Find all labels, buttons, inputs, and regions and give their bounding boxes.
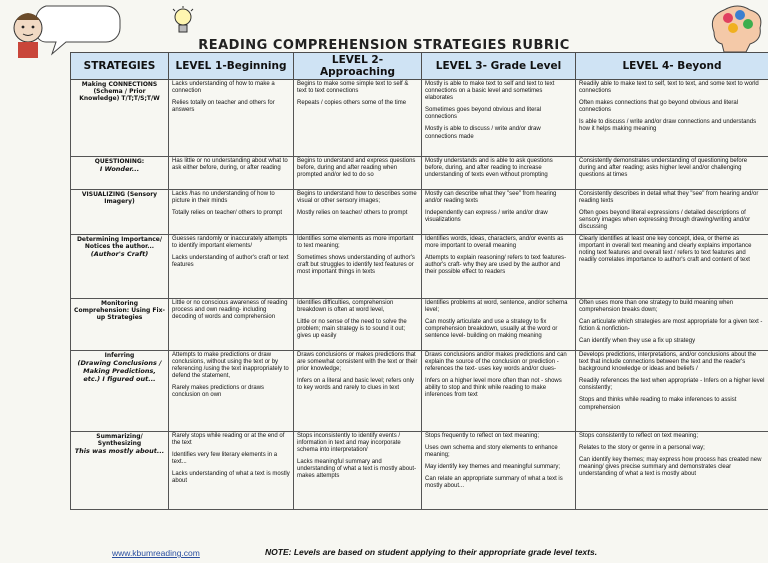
level-4-cell [576, 157, 768, 190]
header-strategies: STRATEGIES [71, 53, 169, 80]
table-row [71, 351, 768, 432]
criteria-text: Lacks /has no understanding of how to picture in their minds [172, 191, 275, 205]
level-4-cell [576, 432, 768, 510]
lightbulb-icon [172, 6, 194, 40]
strategy-name [71, 432, 169, 510]
strategy-name [71, 190, 169, 235]
criteria-text: Stops and thinks while reading to make inferences to assist comprehension [579, 397, 737, 411]
level-3-cell [422, 299, 576, 351]
strategy-title: Inferring [104, 352, 135, 359]
criteria-text: Rarely stops while reading or at the end of the text [172, 433, 285, 447]
level-3-cell [422, 157, 576, 190]
table-row [71, 299, 768, 351]
criteria-text: May identify key themes and meaningful summary; [425, 464, 561, 471]
criteria-text: Clearly identifies at least one key concept, idea, or theme as important in overall text meaning and clearly explains importance noting text features and overall text / refers to text features and readily correlates importance to author's craft and content of text [579, 236, 752, 264]
criteria-text: Sometimes shows understanding of author's craft but struggles to identify text features or most important things in texts [297, 255, 415, 276]
criteria-text: Identifies difficulties, comprehension breakdown is often at word level, [297, 300, 394, 314]
criteria-text: Relates to the story or genre in a personal way; [579, 445, 705, 452]
strategy-name [71, 157, 169, 190]
level-3-cell [422, 190, 576, 235]
strategy-subtitle: (Author's Craft) [90, 250, 149, 259]
criteria-text: Consistently describes in detail what they "see" from hearing and/or reading texts [579, 191, 759, 205]
criteria-text: Repeats / copies others some of the time [297, 100, 407, 107]
criteria-text: Guesses randomly or inaccurately attempts to identify important elements/ [172, 236, 288, 250]
criteria-text: Little or no sense of the need to solve the problem; main strategy is to sound it out; gives up easily [297, 319, 407, 340]
level-3-cell [422, 80, 576, 157]
website-link[interactable]: www.kbumreading.com [112, 548, 200, 558]
criteria-text: Mostly relies on teacher/ others to prompt [297, 210, 408, 217]
level-3-cell [422, 351, 576, 432]
level-2-cell [294, 432, 422, 510]
criteria-text: Mostly is able to discuss / write and/or draw connections made [425, 126, 541, 140]
level-2-cell [294, 157, 422, 190]
criteria-text: Totally relies on teacher/ others to prompt [172, 210, 283, 217]
criteria-text: Can identify key themes; may express how process has created new meaning/ gives precise summary and demonstrates clear understanding of what a text is mostly about [579, 457, 762, 478]
criteria-text: Can relate an appropriate summary of what a text is mostly about... [425, 476, 563, 490]
header-level-2: LEVEL 2-Approaching [294, 53, 422, 80]
level-1-cell [169, 157, 294, 190]
criteria-text: Draws conclusions or makes predictions that are somewhat consistent with the text or their prior knowledge; [297, 352, 418, 373]
table-row [71, 235, 768, 299]
level-2-cell [294, 299, 422, 351]
strategy-subtitle: I Wonder... [99, 165, 140, 174]
level-4-cell [576, 80, 768, 157]
header-row [71, 53, 768, 80]
strategy-title: QUESTIONING: [94, 158, 145, 165]
strategy-name [71, 235, 169, 299]
level-4-cell [576, 235, 768, 299]
criteria-text: Little or no conscious awareness of reading process and own reading- including decoding of words and comprehension [172, 300, 288, 321]
criteria-text: Identifies some elements as more important to text meaning; [297, 236, 414, 250]
criteria-text: Sometimes goes beyond obvious and literal connections [425, 107, 542, 121]
criteria-text: Independently can express / write and/or draw visualizations [425, 210, 548, 224]
criteria-text: Infers on a higher level more often than not - shows ability to stop and think while reading to make inferences from text [425, 378, 562, 399]
criteria-text: Stops consistently to reflect on text meaning; [579, 433, 699, 439]
strategy-title: VISUALIZING (Sensory Imagery) [81, 191, 158, 206]
criteria-text: Mostly can describe what they "see" from hearing and/or reading texts [425, 191, 557, 205]
criteria-text: Can articulate which strategies are most appropriate for a given text - fiction & nonfiction- [579, 319, 763, 333]
criteria-text: Begins to make some simple text to self & text to text connections [297, 81, 409, 95]
table-row [71, 432, 768, 510]
note-text: Levels are based on student applying to their appropriate grade level texts. [293, 547, 598, 557]
criteria-text: Often makes connections that go beyond obvious and literal connections [579, 100, 739, 114]
criteria-text: Mostly understands and is able to ask questions before, during, and after reading to increase understanding of texts even without prompting [425, 158, 553, 179]
criteria-text: Readily able to make text to self, text to text, and some text to world connections [579, 81, 759, 95]
header-level-3: LEVEL 3- Grade Level [422, 53, 576, 80]
strategy-title: Summarizing/ Synthesizing [96, 433, 143, 448]
criteria-text: Mostly is able to make text to self and text to text connections on a basic level and sometimes elaborates [425, 81, 555, 102]
criteria-text: Lacks understanding of author's craft or text features [172, 255, 289, 269]
strategy-title: Making CONNECTIONS (Schema / Prior Knowledge) T/T;T/S;T/W [79, 81, 160, 103]
criteria-text: Begins to understand how to describes some visual or other sensory images; [297, 191, 417, 205]
criteria-text: Has little or no understanding about what to ask either before, during, or after reading [172, 158, 288, 172]
criteria-text: Readily references the text when appropriate - Infers on a higher level consistently; [579, 378, 765, 392]
level-1-cell [169, 432, 294, 510]
level-1-cell [169, 80, 294, 157]
criteria-text: Attempts to make predictions or draw conclusions, without using the text or by referencing /using the text inappropriately to defend the statement, [172, 352, 289, 380]
note-label: NOTE: [265, 547, 292, 557]
strategy-subtitle: (Drawing Conclusions / Making Predictions, etc.) I figured out... [77, 359, 162, 384]
rubric-table [70, 52, 768, 510]
criteria-text: Infers on a literal and basic level; refers only to key words and rarely to clues in text [297, 378, 415, 392]
strategy-name [71, 351, 169, 432]
level-1-cell [169, 190, 294, 235]
criteria-text: Stops frequently to reflect on text meaning; [425, 433, 540, 439]
header-level-4: LEVEL 4- Beyond [576, 53, 768, 80]
criteria-text: Can identify when they use a fix up strategy [579, 338, 696, 345]
level-2-cell [294, 235, 422, 299]
criteria-text: Develops predictions, interpretations, and/or conclusions about the text that include connections between the text and the reader's background knowledge or ideas and beliefs / [579, 352, 757, 373]
level-2-cell [294, 351, 422, 432]
header-level-1: LEVEL 1-Beginning [169, 53, 294, 80]
criteria-text: Stops inconsistently to identify events / information in text and may incorporate schema into interpretation/ [297, 433, 401, 454]
level-1-cell [169, 235, 294, 299]
criteria-text: Can mostly articulate and use a strategy to fix comprehension breakdown, usually at the word or sentence level- building on making meaning [425, 319, 558, 340]
strategy-title: Monitoring Comprehension: Using Fix-up Strategies [74, 300, 165, 322]
level-3-cell [422, 432, 576, 510]
page-title: READING COMPREHENSION STRATEGIES RUBRIC [198, 38, 570, 53]
strategy-title: Determining Importance/ Notices the author... [76, 236, 163, 251]
criteria-text: Attempts to explain reasoning/ refers to text features- author's craft- why they are used by the author and their possible effect to readers [425, 255, 567, 276]
level-3-cell [422, 235, 576, 299]
level-4-cell [576, 190, 768, 235]
level-4-cell [576, 299, 768, 351]
criteria-text: Identifies problems at word, sentence, and/or schema level; [425, 300, 568, 314]
criteria-text: Identifies very few literary elements in a text... [172, 452, 278, 466]
criteria-text: Relies totally on teacher and others for answers [172, 100, 275, 114]
strategy-name [71, 80, 169, 157]
criteria-text: Lacks meaningful summary and understanding of what a text is mostly about- makes attempts [297, 459, 417, 480]
criteria-text: Often uses more than one strategy to build meaning when comprehension breaks down; [579, 300, 734, 314]
table-row [71, 157, 768, 190]
level-2-cell [294, 80, 422, 157]
strategy-name [71, 299, 169, 351]
criteria-text: Lacks understanding of what a text is mostly about [172, 471, 290, 485]
criteria-text: Consistently demonstrates understanding of questioning before during and after reading; asks higher level and/or challenging questions at times [579, 158, 748, 179]
level-1-cell [169, 351, 294, 432]
criteria-text: Is able to discuss / write and/or draw connections and understands how it helps making meaning [579, 119, 757, 133]
level-1-cell [169, 299, 294, 351]
level-2-cell [294, 190, 422, 235]
criteria-text: Lacks understanding of how to make a connection [172, 81, 275, 95]
criteria-text: Uses own schema and story elements to enhance meaning; [425, 445, 558, 459]
footer-note [265, 547, 597, 557]
level-4-cell [576, 351, 768, 432]
table-row [71, 80, 768, 157]
criteria-text: Begins to understand and express questions before, during and after reading when prompted and/or led to do so [297, 158, 416, 179]
criteria-text: Draws conclusions and/or makes predictions and can explain the source of the conclusion or prediction - references the text- uses key words and/or clues- [425, 352, 567, 373]
table-row [71, 190, 768, 235]
criteria-text: Identifies words, ideas, characters, and/or events as more important to overall meaning [425, 236, 564, 250]
strategy-subtitle: This was mostly about... [74, 447, 165, 456]
criteria-text: Rarely makes predictions or draws conclusion on own [172, 385, 265, 399]
criteria-text: Often goes beyond literal expressions / detailed descriptions of sensory images when expressing through drawing/writing and/or discussing [579, 210, 751, 231]
